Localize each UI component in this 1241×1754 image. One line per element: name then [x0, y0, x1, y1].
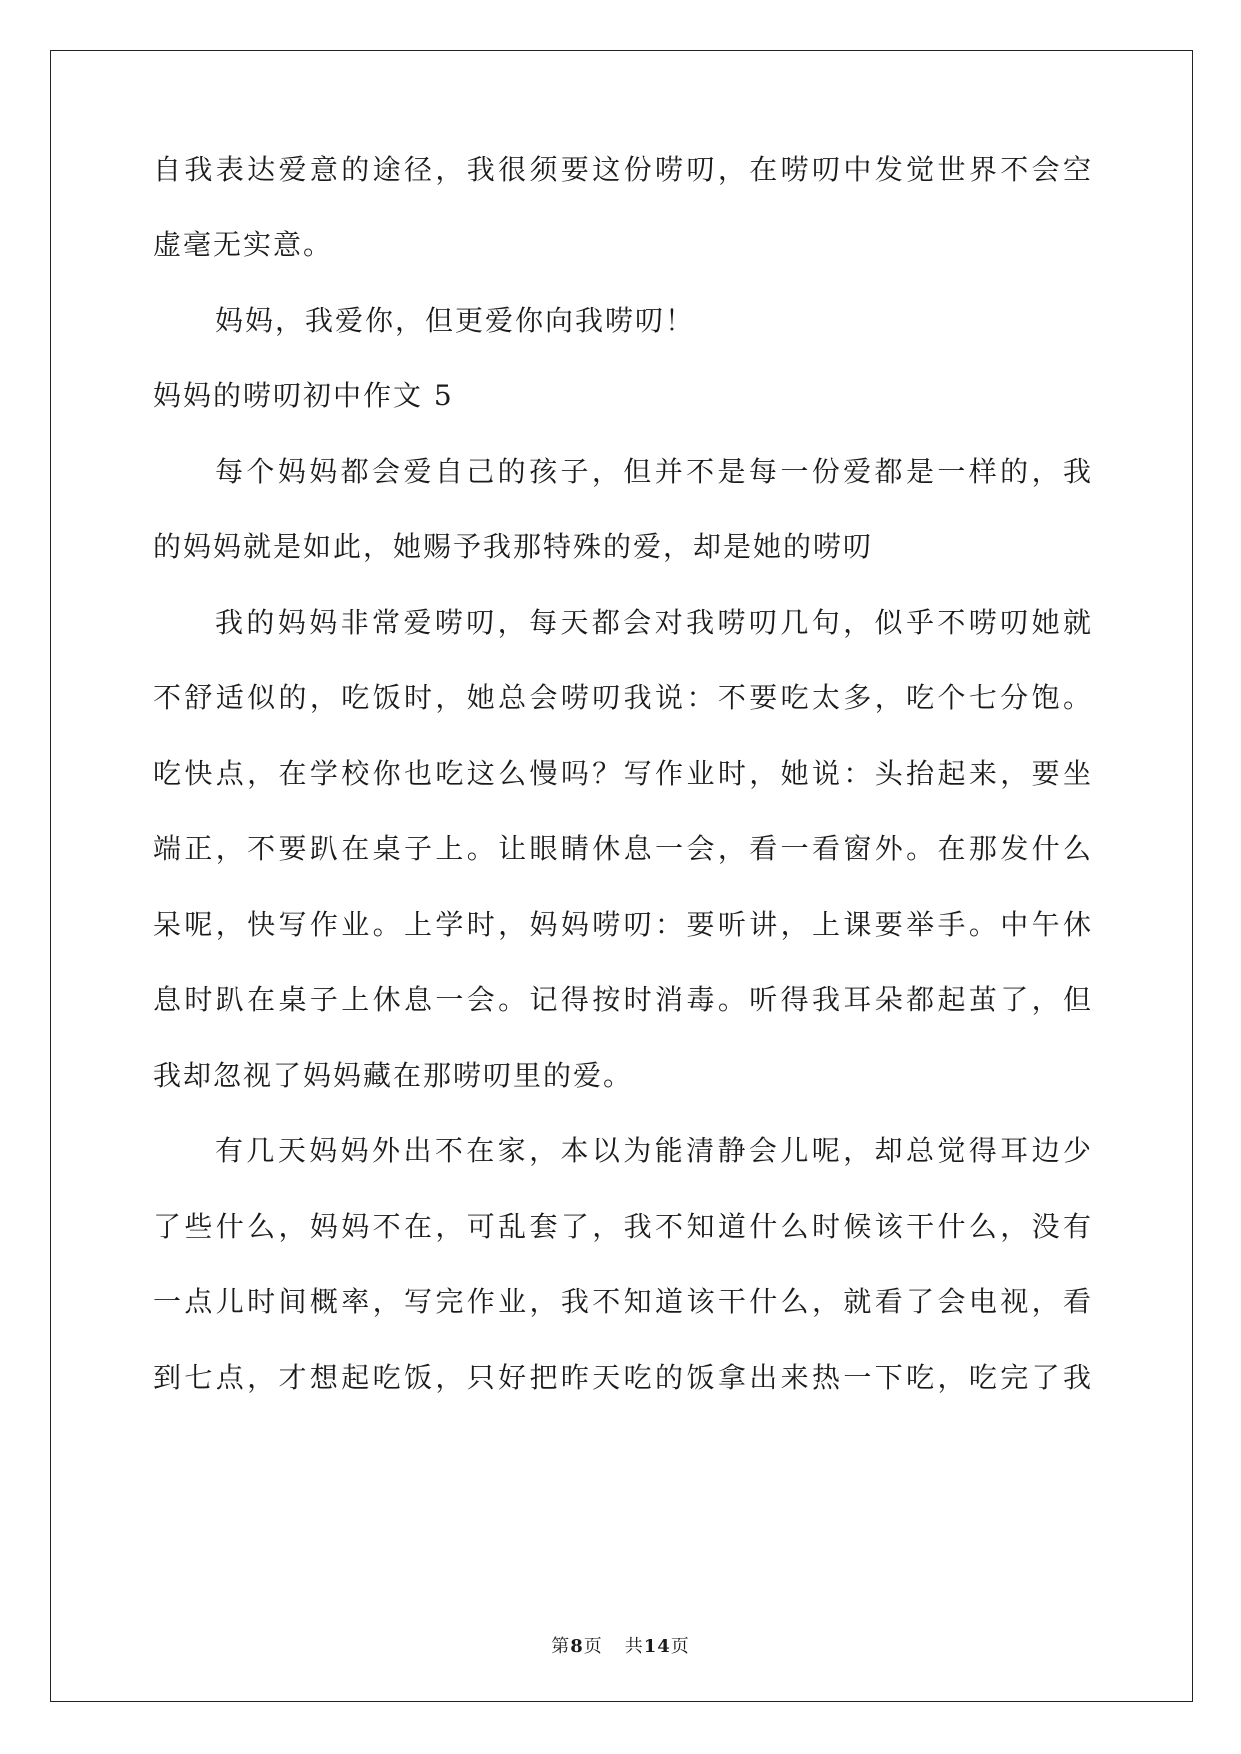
page-number: 8 [570, 1636, 584, 1657]
page-prefix: 第 [551, 1636, 571, 1657]
text-line: 每个妈妈都会爱自己的孩子，但并不是每一份爱都是一样的，我 [215, 455, 1093, 488]
page-footer [0, 1635, 1241, 1659]
text-line: 不舒适似的，吃饭时，她总会唠叨我说：不要吃太多，吃个七分饱。 [153, 681, 1093, 714]
text-line: 妈妈，我爱你，但更爱你向我唠叨！ [215, 304, 696, 337]
text-line: 息时趴在桌子上休息一会。记得按时消毒。听得我耳朵都起茧了，但 [153, 983, 1093, 1016]
text-line: 有几天妈妈外出不在家，本以为能清静会儿呢，却总觉得耳边少 [215, 1134, 1093, 1167]
text-line: 到七点，才想起吃饭，只好把昨天吃的饭拿出来热一下吃，吃完了我 [153, 1361, 1093, 1394]
text-line: 呆呢，快写作业。上学时，妈妈唠叨：要听讲，上课要举手。中午休 [153, 908, 1093, 941]
text-line: 端正，不要趴在桌子上。让眼睛休息一会，看一看窗外。在那发什么 [153, 832, 1093, 865]
text-line: 了些什么，妈妈不在，可乱套了，我不知道什么时候该干什么，没有 [153, 1210, 1093, 1243]
total-suffix: 页 [670, 1636, 690, 1657]
text-line: 的妈妈就是如此，她赐予我那特殊的爱，却是她的唠叨 [153, 530, 874, 563]
page-frame [50, 50, 1193, 1702]
total-pages: 14 [643, 1636, 671, 1657]
page-suffix: 页 [583, 1636, 603, 1657]
text-line: 一点儿时间概率，写完作业，我不知道该干什么，就看了会电视，看 [153, 1285, 1093, 1318]
text-line: 我的妈妈非常爱唠叨，每天都会对我唠叨几句，似乎不唠叨她就 [215, 606, 1093, 639]
text-line: 吃快点，在学校你也吃这么慢吗？写作业时，她说：头抬起来，要坐 [153, 757, 1093, 790]
text-line: 自我表达爱意的途径，我很须要这份唠叨，在唠叨中发觉世界不会空 [153, 153, 1093, 186]
text-line: 虚毫无实意。 [153, 228, 334, 261]
text-line: 我却忽视了妈妈藏在那唠叨里的爱。 [153, 1059, 634, 1092]
section-heading: 妈妈的唠叨初中作文 5 [153, 379, 454, 412]
total-prefix: 共 [624, 1636, 644, 1657]
